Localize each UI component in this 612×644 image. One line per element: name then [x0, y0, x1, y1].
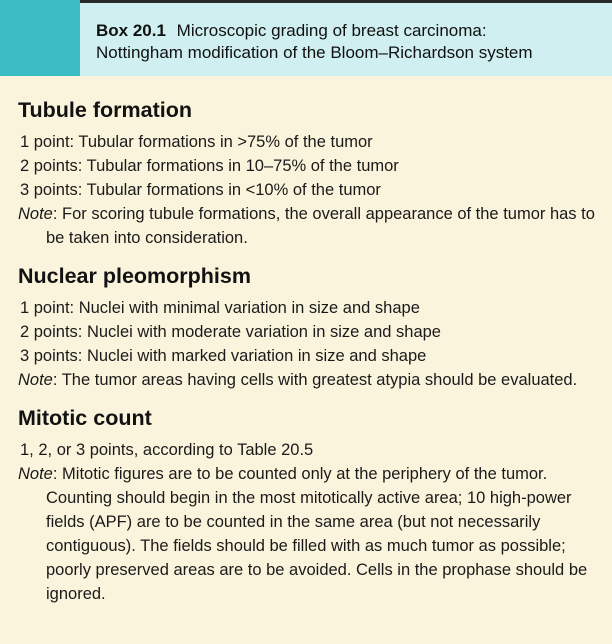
section-title: Mitotic count [18, 406, 152, 430]
criteria-item: 3 points: Nuclei with marked variation in size and shape [20, 347, 427, 365]
criteria-item: 1 point: Tubular formations in >75% of the tumor [20, 133, 373, 151]
note-label: Note [18, 465, 53, 483]
section-title: Nuclear pleomorphism [18, 264, 251, 288]
criteria-item: 2 points: Nuclei with moderate variation in size and shape [20, 323, 441, 341]
header-accent-bar [0, 0, 80, 76]
box-number: Box 20.1 [96, 21, 166, 40]
criteria-item: 3 points: Tubular formations in <10% of the tumor [20, 181, 381, 199]
criteria-item: 1 point: Nuclei with minimal variation in size and shape [20, 299, 420, 317]
note-text: : The tumor areas having cells with greatest atypia should be evaluated. [52, 371, 578, 389]
box-header [0, 0, 612, 76]
box-subtitle: Nottingham modification of the Bloom–Richardson system [96, 43, 533, 62]
section-title: Tubule formation [18, 98, 192, 122]
section-tubule-formation [18, 96, 598, 250]
section-note [18, 462, 598, 606]
criteria-item: 1, 2, or 3 points, according to Table 20.5 [20, 441, 314, 459]
note-text: : For scoring tubule formations, the overall appearance of the tumor has to be taken into consideration. [46, 205, 595, 247]
section-nuclear-pleomorphism [18, 262, 598, 392]
note-text: : Mitotic figures are to be counted only at the periphery of the tumor. Counting should begin in the most mitotically active area; 10 high-power fields (APF) are to be counted in the same area (but not necessarily contiguous). The fields should be filled with as much tumor as possible; poorly preserved areas are to be avoided. Cells in the prophase should be ignored. [46, 465, 588, 603]
box-content [18, 96, 598, 610]
section-mitotic-count [18, 404, 598, 606]
note-label: Note [18, 205, 53, 223]
section-note [18, 368, 598, 392]
criteria-item: 2 points: Tubular formations in 10–75% of the tumor [20, 157, 399, 175]
section-note [18, 202, 598, 250]
box-caption [96, 20, 602, 64]
box-title: Microscopic grading of breast carcinoma: [176, 21, 487, 40]
note-label: Note [18, 371, 53, 389]
